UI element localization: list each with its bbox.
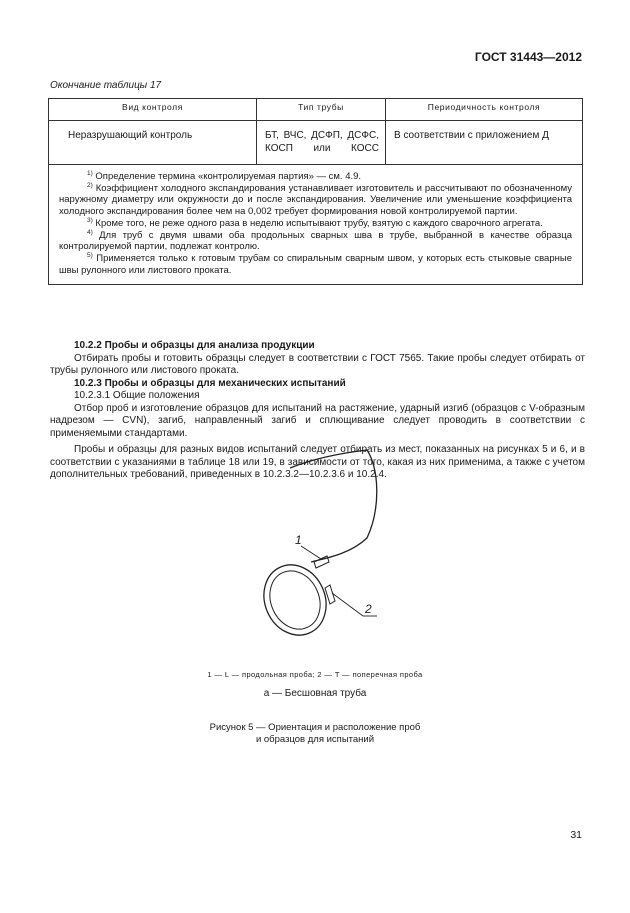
note-mark: 1) [87,169,93,177]
section-heading: 10.2.2 Пробы и образцы для анализа продукции [74,340,315,351]
note-text: Для труб с двумя швами оба продольных сварных шва в трубе, выбранной в качестве образца контролируемой партии, подлежат контролю. [59,229,573,253]
page-number: 31 [570,829,582,841]
table-note [59,253,572,276]
table-note [59,218,572,230]
note-text: Коэффициент холодного экспандирования устанавливает изготовитель и рассчитывают по обозначенному наружному диаметру или окружности до и после экспандирования. Увеличение или уменьшение коэффициента холодного экспандирования более чем на 0,002 требует формирования новой контролируемой партии. [59,182,573,218]
figure-label-2: 2 [365,602,372,616]
figure-subcaption: a — Бесшовная труба [263,688,367,699]
note-mark: 4) [87,228,93,236]
note-text: Кроме того, не реже одного раза в неделю испытывают трубу, взятую с каждого сварочного агрегата. [95,217,543,229]
figure-legend: 1 — L — продольная проба; 2 — T — поперечная проба [207,670,423,679]
column-header-control: Вид контроля [49,99,257,121]
subsection-heading: 10.2.3.1 Общие положения [74,390,200,401]
table-continuation-label: Окончание таблицы 17 [50,80,162,91]
note-mark: 3) [87,216,93,224]
table-row [49,121,583,165]
paragraph: Отбирать пробы и готовить образцы следует в соответствии с ГОСТ 7565. Такие пробы следует отбирать от трубы рулонного или листового проката. [50,352,585,376]
table-notes [49,165,583,285]
cell-frequency: В соответствии с приложением Д [386,121,583,165]
standard-designation: ГОСТ 31443—2012 [474,50,582,64]
table-note [59,230,572,253]
table-header-row [49,99,583,121]
pipe-outline [290,450,377,562]
column-header-frequency: Периодичность контроля [386,99,583,121]
control-table [48,98,583,285]
section-heading: 10.2.3 Пробы и образцы для механических испытаний [74,377,346,389]
figure-label-1: 1 [295,533,302,547]
pipe-figure [255,438,385,638]
note-mark: 5) [87,251,93,259]
cell-control: Неразрушающий контроль [49,121,257,165]
note-text: Определение термина «контролируемая партия» — см. 4.9. [95,171,362,182]
table-note [59,171,572,183]
leader-line-2 [332,593,363,616]
paragraph: Пробы и образцы для разных видов испытаний следует отбирать из мест, показанных на рисунках 5 и 6, и в соответствии с указаниями в таблице 18 или 19, в зависимости от того, какая из них применима, а также с учетом дополнительных требований, приведенных в 10.2.3.2—10.2.3.6 и 10.2.4. [50,444,585,480]
table-notes-row [49,165,583,285]
figure-caption-line: Рисунок 5 — Ориентация и расположение проб [209,722,421,733]
leader-line-1 [301,546,321,559]
note-text: Применяется только к готовым трубам со спиральным сварным швом, у которых есть стыковые сварные швы рулонного или листового проката. [59,252,572,276]
figure-caption-line: и образцов для испытаний [255,734,375,745]
table-note [59,183,572,218]
note-mark: 2) [87,181,93,189]
pipe-end-outer [255,555,337,638]
paragraph: Отбор проб и изготовление образцов для испытаний на растяжение, ударный изгиб (образцов с V-образным надрезом — CVN), загиб, направленный загиб и сплющивание следует проводить в соответствии с применяемыми стандартами. [50,402,585,439]
cell-pipe-type: БТ, ВЧС, ДСФП, ДСФС, КОСП или КОСС [257,121,386,165]
column-header-pipe-type: Тип трубы [257,99,386,121]
figure-caption [0,722,630,746]
